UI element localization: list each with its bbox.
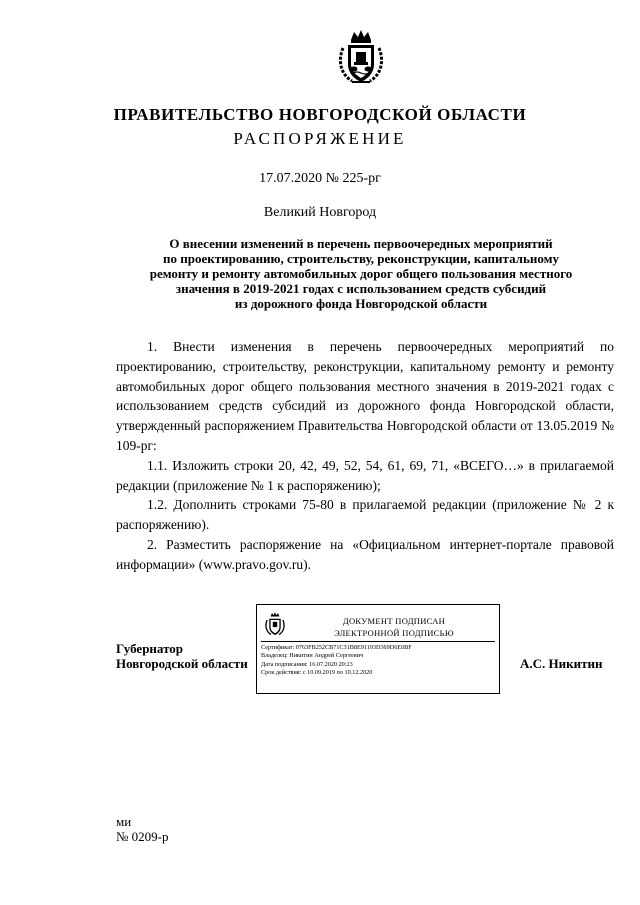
stamp-heading-line: ДОКУМЕНТ ПОДПИСАН bbox=[342, 616, 446, 626]
stamp-details bbox=[261, 644, 497, 678]
stamp-detail-line: Дата подписания: 16.07.2020 20:23 bbox=[261, 660, 353, 668]
heading-line: О внесении изменений в перечень первоочередных мероприятий bbox=[169, 236, 553, 251]
body-paragraph: 2. Разместить распоряжение на «Официальном интернет-портале правовой информации» (www.pravo.gov.ru). bbox=[116, 536, 614, 572]
body-paragraph: 1.1. Изложить строки 20, 42, 49, 52, 54, 61, 69, 71, «ВСЕГО…» в прилагаемой редакции (приложение № 1 к распоряжению); bbox=[116, 457, 614, 493]
signer-title-line: Губернатор bbox=[116, 641, 184, 656]
heading-line: из дорожного фонда Новгородской области bbox=[234, 296, 488, 311]
body-paragraph: 1.2. Дополнить строками 75-80 в прилагаемой редакции (приложение № 2 к распоряжению). bbox=[116, 497, 614, 533]
body-paragraph: 1. Внести изменения в перечень первоочередных мероприятий по проектированию, строительству, реконструкции, капитальному ремонту и ремонту автомобильных дорог общего пользования местного значения в 2019-2021 годах с использованием средств субсидий из дорожного фонда Новгородской области, утвержденный распоряжением Правительства Новгородской области от 13.05.2019 № 109-рг: bbox=[116, 339, 614, 453]
city: Великий Новгород bbox=[263, 205, 377, 220]
coat-of-arms-icon bbox=[264, 610, 286, 638]
signer-name: А.С. Никитин bbox=[520, 656, 603, 671]
stamp-detail-line: Сертификат: 0763FB252CB71C31B8E91193D369D6E0BF bbox=[261, 644, 412, 651]
coat-of-arms-icon bbox=[336, 28, 386, 86]
signer-title-line: Новгородской области bbox=[116, 656, 248, 671]
document-type: РАСПОРЯЖЕНИЕ bbox=[233, 129, 407, 148]
document-footer bbox=[116, 814, 168, 844]
heading-line: по проектированию, строительству, реконструкции, капитальному bbox=[163, 251, 559, 266]
document-heading bbox=[100, 236, 622, 311]
stamp-detail-line: Срок действия: с 10.09.2019 по 10.12.2020 bbox=[261, 669, 373, 677]
heading-line: значения в 2019-2021 годах с использованием средств субсидий bbox=[175, 281, 547, 296]
stamp-detail-line: Владелец: Никитин Андрей Сергеевич bbox=[261, 652, 364, 660]
document-body bbox=[116, 337, 614, 575]
footer-line: № 0209-р bbox=[116, 829, 169, 844]
government-title: ПРАВИТЕЛЬСТВО НОВГОРОДСКОЙ ОБЛАСТИ bbox=[113, 105, 527, 124]
electronic-signature-stamp bbox=[256, 604, 500, 694]
stamp-divider bbox=[261, 641, 495, 642]
signer-title bbox=[116, 641, 248, 671]
date-and-number: 17.07.2020 № 225-рг bbox=[259, 171, 381, 186]
stamp-heading-line: ЭЛЕКТРОННОЙ ПОДПИСЬЮ bbox=[334, 628, 454, 638]
stamp-heading bbox=[289, 615, 499, 639]
footer-line: ми bbox=[116, 814, 132, 829]
heading-line: ремонту и ремонту автомобильных дорог общего пользования местного bbox=[149, 266, 573, 281]
